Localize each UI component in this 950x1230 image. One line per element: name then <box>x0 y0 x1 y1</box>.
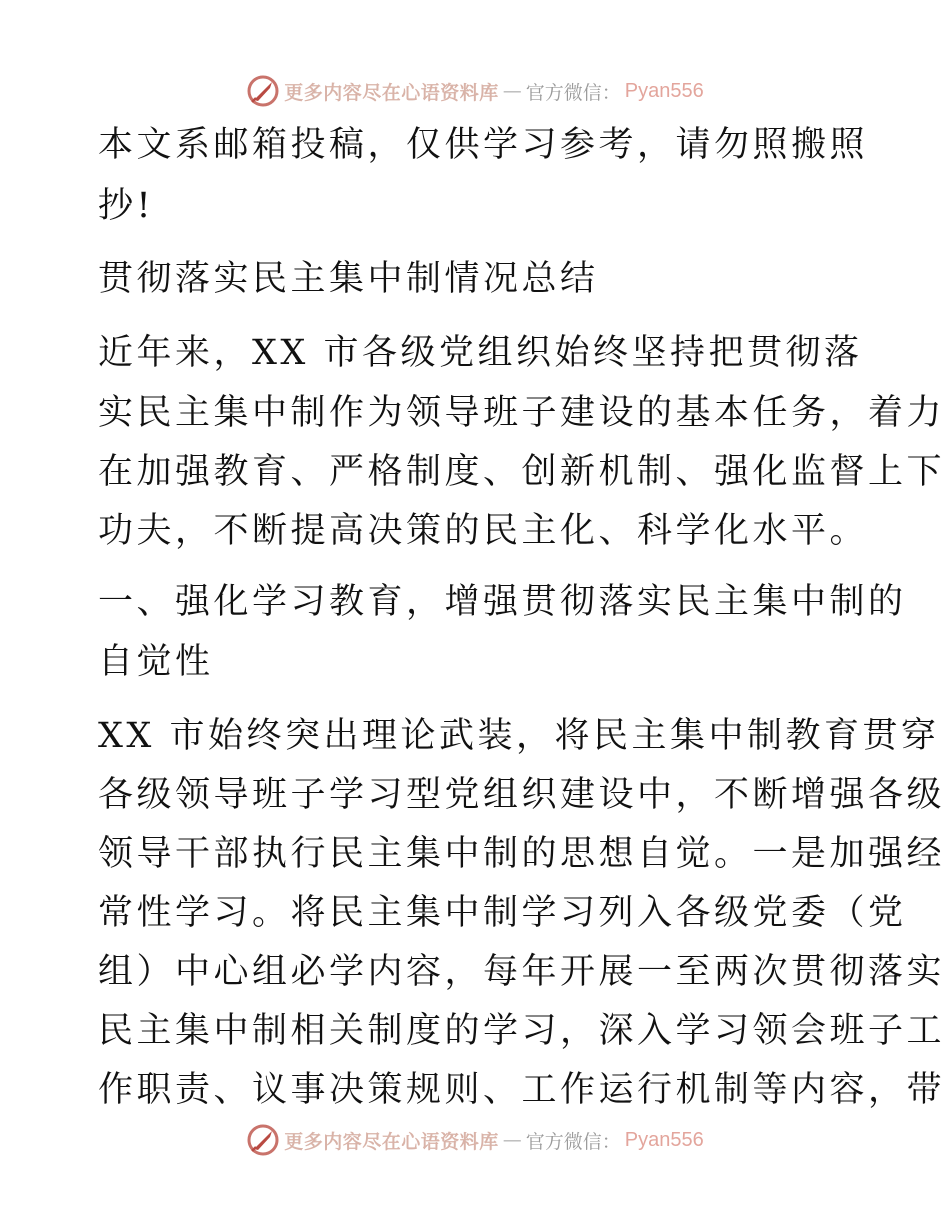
footer-watermark-banner <box>0 1120 950 1160</box>
document-title: 贯彻落实民主集中制情况总结 <box>98 259 599 299</box>
section-heading-line: 自觉性 <box>98 642 214 682</box>
official-label: 官方微信： <box>525 1130 621 1153</box>
body-line: 民主集中制相关制度的学习，深入学习领会班子工 <box>98 1011 946 1051</box>
body-line: 作职责、议事决策规则、工作运行机制等内容，带 <box>98 1070 946 1110</box>
body-line: 常性学习。将民主集中制学习列入各级党委（党 <box>98 893 907 933</box>
promo-text: 更多内容尽在心语资料库 <box>284 81 499 104</box>
intro-line: 近年来，XX 市各级党组织始终坚持把贯彻落 <box>98 333 863 373</box>
separator: — <box>502 80 522 102</box>
notice-line: 本文系邮箱投稿，仅供学习参考，请勿照搬照 <box>98 125 869 165</box>
notice-line: 抄! <box>98 186 155 226</box>
intro-line: 功夫，不断提高决策的民主化、科学化水平。 <box>98 511 869 551</box>
separator: — <box>502 1129 522 1151</box>
pen-logo-icon <box>246 74 280 108</box>
intro-line: 在加强教育、严格制度、创新机制、强化监督上下 <box>98 452 946 492</box>
pen-logo-icon <box>246 1123 280 1157</box>
body-line: 各级领导班子学习型党组织建设中，不断增强各级 <box>98 775 946 815</box>
section-heading-line: 一、强化学习教育，增强贯彻落实民主集中制的 <box>98 582 907 622</box>
wechat-id: Pyan556 <box>624 79 704 102</box>
header-watermark-banner <box>0 71 950 111</box>
body-line: 组）中心组必学内容，每年开展一至两次贯彻落实 <box>98 952 946 992</box>
intro-line: 实民主集中制作为领导班子建设的基本任务，着力 <box>98 393 946 433</box>
body-line: XX 市始终突出理论武装，将民主集中制教育贯穿 <box>98 716 940 756</box>
body-line: 领导干部执行民主集中制的思想自觉。一是加强经 <box>98 834 946 874</box>
promo-text: 更多内容尽在心语资料库 <box>284 1130 499 1153</box>
wechat-id: Pyan556 <box>624 1128 704 1151</box>
official-label: 官方微信： <box>525 81 621 104</box>
